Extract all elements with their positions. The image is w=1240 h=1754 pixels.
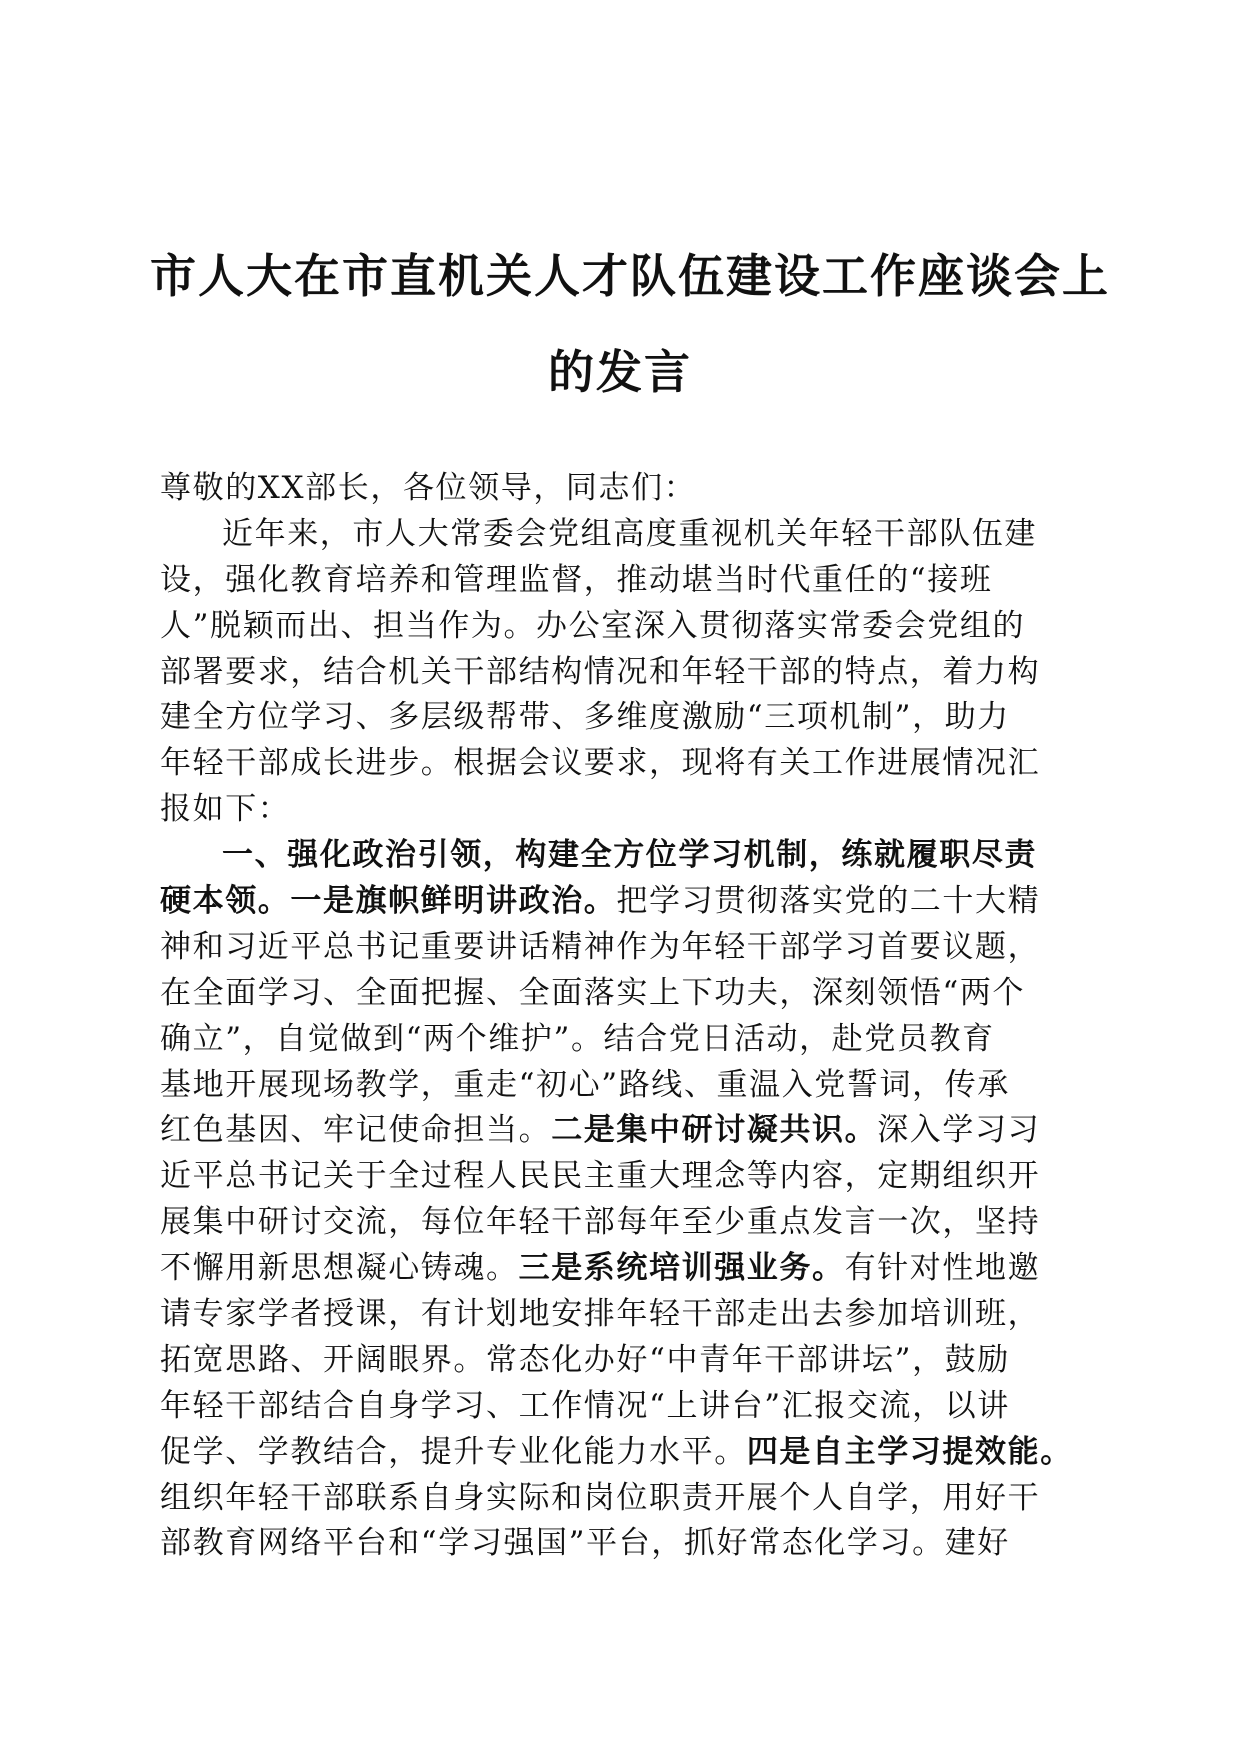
intro-line: 人”脱颖而出、担当作为。办公室深入贯彻落实常委会党组的 <box>160 607 1026 644</box>
section-body-line: 基地开展现场教学，重走“初心”路线、重温入党誓词，传承 <box>160 1066 1010 1103</box>
section-body-line: 神和习近平总书记重要讲话精神作为年轻干部学习首要议题， <box>160 928 1041 965</box>
document-title <box>150 228 1110 420</box>
section-body-line: 拓宽思路、开阔眼界。常态化办好“中青年干部讲坛”，鼓励 <box>160 1341 1010 1378</box>
intro-line: 建全方位学习、多层级帮带、多维度激励“三项机制”，助力 <box>160 699 1010 736</box>
body-text: 把学习贯彻落实党的二十大精 <box>616 883 1041 920</box>
intro-line: 近年来，市人大常委会党组高度重视机关年轻干部队伍建 <box>222 515 1037 552</box>
intro-line: 部署要求，结合机关干部结构情况和年轻干部的特点，着力构 <box>160 653 1041 690</box>
intro-line: 设，强化教育培养和管理监督，推动堪当时代重任的“接班 <box>160 561 993 598</box>
section-body-line <box>160 1246 1080 1292</box>
section-body-line <box>160 879 1080 925</box>
intro-line: 年轻干部成长进步。根据会议要求，现将有关工作进展情况汇 <box>160 745 1041 782</box>
section-body-line: 部教育网络平台和“学习强国”平台，抓好常态化学习。建好 <box>160 1525 1010 1562</box>
section-body-line <box>160 1430 1080 1476</box>
section-heading: 硬本领。 <box>160 883 291 920</box>
body-text: 红色基因、牢记使命担当。 <box>160 1112 552 1149</box>
section-body-line: 近平总书记关于全过程人民民主重大理念等内容，定期组织开 <box>160 1158 1041 1195</box>
section-heading: 一、强化政治引领，构建全方位学习机制，练就履职尽责 <box>222 837 1037 874</box>
section-body-line <box>160 1108 1080 1154</box>
intro-line: 报如下： <box>160 791 291 828</box>
point-label: 二是集中研讨凝共识。 <box>551 1112 878 1149</box>
document-body <box>160 466 1080 1567</box>
section-body-line: 在全面学习、全面把握、全面落实上下功夫，深刻领悟“两个 <box>160 974 1026 1011</box>
body-text: 促学、学教结合，提升专业化能力水平。 <box>160 1433 747 1470</box>
body-text: 不懈用新思想凝心铸魂。 <box>160 1250 519 1287</box>
section-body-line: 年轻干部结合自身学习、工作情况“上讲台”汇报交流，以讲 <box>160 1387 1010 1424</box>
title-line: 的发言 <box>548 345 692 399</box>
section-body-line: 组织年轻干部联系自身实际和岗位职责开展个人自学，用好干 <box>160 1479 1041 1516</box>
section-heading-line <box>160 833 1080 879</box>
point-label: 一是旗帜鲜明讲政治。 <box>290 883 617 920</box>
body-text: 有针对性地邀 <box>844 1250 1041 1287</box>
title-line: 市人大在市直机关人才队伍建设工作座谈会上 <box>150 249 1110 303</box>
section-body-line: 确立”，自觉做到“两个维护”。结合党日活动，赴党员教育 <box>160 1020 995 1057</box>
section-body-line: 请专家学者授课，有计划地安排年轻干部走出去参加培训班， <box>160 1296 1041 1333</box>
point-label: 四是自主学习提效能。 <box>746 1433 1073 1470</box>
salutation: 尊敬的XX部长，各位领导，同志们： <box>160 470 697 506</box>
point-label: 三是系统培训强业务。 <box>518 1250 845 1287</box>
section-body-line: 展集中研讨交流，每位年轻干部每年至少重点发言一次，坚持 <box>160 1204 1041 1241</box>
body-text: 深入学习习 <box>877 1112 1041 1149</box>
